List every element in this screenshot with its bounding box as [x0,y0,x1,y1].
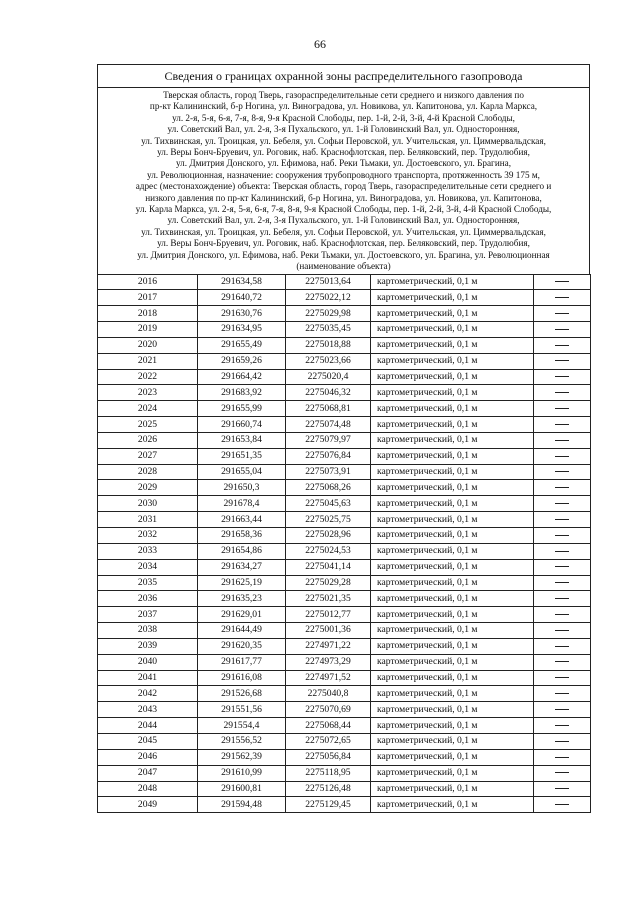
empty-value-cell [534,369,591,385]
point-number-cell: 2047 [98,765,198,781]
empty-value-cell [534,654,591,670]
y-coordinate-cell: 2275029,98 [286,306,371,322]
method-cell: картометрический, 0,1 м [371,543,534,559]
x-coordinate-cell: 291594,48 [198,797,286,813]
empty-value-cell [534,337,591,353]
dash-mark [555,503,569,504]
method-cell: картометрический, 0,1 м [371,749,534,765]
table-row [98,480,591,496]
table-row [98,638,591,654]
dash-mark [555,281,569,282]
x-coordinate-cell: 291651,35 [198,448,286,464]
description-line: ул. Дмитрия Донского, ул. Ефимова, наб. Реки Тьмаки, ул. Достоевского, ул. Брагина, ул. Революционная [137,249,550,260]
method-cell: картометрический, 0,1 м [371,797,534,813]
y-coordinate-cell: 2274971,52 [286,670,371,686]
dash-mark [555,709,569,710]
y-coordinate-cell: 2275025,75 [286,512,371,528]
table-row [98,686,591,702]
point-number-cell: 2026 [98,432,198,448]
table-row [98,512,591,528]
empty-value-cell [534,607,591,623]
dash-mark [555,582,569,583]
x-coordinate-cell: 291629,01 [198,607,286,623]
method-cell: картометрический, 0,1 м [371,290,534,306]
x-coordinate-cell: 291562,39 [198,749,286,765]
method-cell: картометрический, 0,1 м [371,718,534,734]
empty-value-cell [534,733,591,749]
empty-value-cell [534,559,591,575]
point-number-cell: 2040 [98,654,198,670]
x-coordinate-cell: 291556,52 [198,733,286,749]
description-line: пр-кт Калининский, б-р Ногина, ул. Виноградова, ул. Новикова, ул. Капитонова, ул. Карла Маркса, [149,101,538,112]
method-cell: картометрический, 0,1 м [371,369,534,385]
dash-mark [555,313,569,314]
method-cell: картометрический, 0,1 м [371,765,534,781]
method-cell: картометрический, 0,1 м [371,480,534,496]
table-row [98,464,591,480]
y-coordinate-cell: 2275070,69 [286,702,371,718]
dash-mark [555,535,569,536]
point-number-cell: 2028 [98,464,198,480]
dash-mark [555,741,569,742]
table-row [98,496,591,512]
dash-mark [555,345,569,346]
x-coordinate-cell: 291634,27 [198,559,286,575]
x-coordinate-cell: 291635,23 [198,591,286,607]
method-cell: картометрический, 0,1 м [371,575,534,591]
empty-value-cell [534,718,591,734]
method-cell: картометрический, 0,1 м [371,638,534,654]
y-coordinate-cell: 2275076,84 [286,448,371,464]
dash-mark [555,471,569,472]
table-row [98,274,591,290]
table-row [98,575,591,591]
method-cell: картометрический, 0,1 м [371,417,534,433]
dash-mark [555,725,569,726]
x-coordinate-cell: 291526,68 [198,686,286,702]
table-row [98,718,591,734]
point-number-cell: 2041 [98,670,198,686]
method-cell: картометрический, 0,1 м [371,448,534,464]
point-number-cell: 2022 [98,369,198,385]
dash-mark [555,519,569,520]
method-cell: картометрический, 0,1 м [371,432,534,448]
method-cell: картометрический, 0,1 м [371,686,534,702]
table-row [98,543,591,559]
y-coordinate-cell: 2275073,91 [286,464,371,480]
dash-mark [555,376,569,377]
method-cell: картометрический, 0,1 м [371,401,534,417]
point-number-cell: 2031 [98,512,198,528]
dash-mark [555,297,569,298]
method-cell: картометрический, 0,1 м [371,607,534,623]
point-number-cell: 2035 [98,575,198,591]
empty-value-cell [534,797,591,813]
point-number-cell: 2023 [98,385,198,401]
empty-value-cell [534,765,591,781]
x-coordinate-cell: 291658,36 [198,528,286,544]
x-coordinate-cell: 291655,99 [198,401,286,417]
method-cell: картометрический, 0,1 м [371,385,534,401]
y-coordinate-cell: 2275012,77 [286,607,371,623]
description-line: ул. 2-я, 5-я, 6-я, 7-я, 8-я, 9-я Красной Слободы, пер. 1-й, 2-й, 3-й, 4-й Красной Слободы, [172,112,515,123]
dash-mark [555,677,569,678]
table-row [98,417,591,433]
y-coordinate-cell: 2274973,29 [286,654,371,670]
empty-value-cell [534,528,591,544]
document-sheet [97,64,590,813]
dash-mark [555,551,569,552]
y-coordinate-cell: 2275074,48 [286,417,371,433]
table-row [98,290,591,306]
y-coordinate-cell: 2275126,48 [286,781,371,797]
empty-value-cell [534,623,591,639]
x-coordinate-cell: 291664,42 [198,369,286,385]
x-coordinate-cell: 291683,92 [198,385,286,401]
x-coordinate-cell: 291659,26 [198,353,286,369]
y-coordinate-cell: 2275046,32 [286,385,371,401]
method-cell: картометрический, 0,1 м [371,559,534,575]
method-cell: картометрический, 0,1 м [371,464,534,480]
empty-value-cell [534,417,591,433]
x-coordinate-cell: 291655,04 [198,464,286,480]
empty-value-cell [534,432,591,448]
table-row [98,369,591,385]
point-number-cell: 2020 [98,337,198,353]
table-row [98,765,591,781]
x-coordinate-cell: 291600,81 [198,781,286,797]
method-cell: картометрический, 0,1 м [371,591,534,607]
method-cell: картометрический, 0,1 м [371,654,534,670]
method-cell: картометрический, 0,1 м [371,322,534,338]
dash-mark [555,630,569,631]
y-coordinate-cell: 2275041,14 [286,559,371,575]
description-line: ул. Тихвинская, ул. Троицкая, ул. Бебеля, ул. Софьи Перовской, ул. Учительская, ул. Циммервальдская, [141,226,546,237]
y-coordinate-cell: 2275040,8 [286,686,371,702]
x-coordinate-cell: 291620,35 [198,638,286,654]
dash-mark [555,646,569,647]
point-number-cell: 2048 [98,781,198,797]
x-coordinate-cell: 291644,49 [198,623,286,639]
object-description [97,87,590,274]
x-coordinate-cell: 291625,19 [198,575,286,591]
empty-value-cell [534,322,591,338]
empty-value-cell [534,448,591,464]
x-coordinate-cell: 291634,58 [198,274,286,290]
method-cell: картометрический, 0,1 м [371,512,534,528]
method-cell: картометрический, 0,1 м [371,496,534,512]
method-cell: картометрический, 0,1 м [371,623,534,639]
point-number-cell: 2029 [98,480,198,496]
empty-value-cell [534,385,591,401]
method-cell: картометрический, 0,1 м [371,733,534,749]
dash-mark [555,693,569,694]
description-line: ул. Советский Вал, ул. 2-я, 3-я Пухальского, ул. 1-й Головинский Вал, ул. Односторонняя, [167,215,520,226]
description-line: ул. Веры Бонч-Бруевич, ул. Роговик, наб. Краснофлотская, пер. Беляковский, пер. Трудолюбия, [157,238,530,249]
dash-mark [555,598,569,599]
y-coordinate-cell: 2275001,36 [286,623,371,639]
x-coordinate-cell: 291610,99 [198,765,286,781]
y-coordinate-cell: 2275029,28 [286,575,371,591]
dash-mark [555,360,569,361]
method-cell: картометрический, 0,1 м [371,781,534,797]
point-number-cell: 2030 [98,496,198,512]
table-row [98,432,591,448]
dash-mark [555,392,569,393]
x-coordinate-cell: 291616,08 [198,670,286,686]
table-row [98,781,591,797]
table-row [98,623,591,639]
y-coordinate-cell: 2275020,4 [286,369,371,385]
dash-mark [555,661,569,662]
x-coordinate-cell: 291617,77 [198,654,286,670]
y-coordinate-cell: 2275022,12 [286,290,371,306]
point-number-cell: 2033 [98,543,198,559]
empty-value-cell [534,591,591,607]
empty-value-cell [534,781,591,797]
description-line: ул. Тихвинская, ул. Троицкая, ул. Бебеля, ул. Софьи Перовской, ул. Учительская, ул. Циммервальдская, [141,135,546,146]
table-row [98,353,591,369]
table-row [98,337,591,353]
table-row [98,306,591,322]
point-number-cell: 2044 [98,718,198,734]
table-row [98,654,591,670]
empty-value-cell [534,353,591,369]
point-number-cell: 2027 [98,448,198,464]
empty-value-cell [534,480,591,496]
point-number-cell: 2038 [98,623,198,639]
point-number-cell: 2042 [98,686,198,702]
empty-value-cell [534,575,591,591]
empty-value-cell [534,686,591,702]
x-coordinate-cell: 291660,74 [198,417,286,433]
dash-mark [555,487,569,488]
method-cell: картометрический, 0,1 м [371,306,534,322]
empty-value-cell [534,638,591,654]
document-title: Сведения о границах охранной зоны распределительного газопровода [97,64,590,87]
y-coordinate-cell: 2275129,45 [286,797,371,813]
dash-mark [555,804,569,805]
description-line: Тверская область, город Тверь, газораспределительные сети среднего и низкого давления по [163,90,524,100]
description-line: ул. Карла Маркса, ул. 2-я, 5-я, 6-я, 7-я, 8-я, 9-я Красной Слободы, пер. 1-й, 2-й, 3-й, 4-й Красной Слободы, [135,204,552,215]
table-row [98,448,591,464]
x-coordinate-cell: 291554,4 [198,718,286,734]
table-row [98,749,591,765]
point-number-cell: 2037 [98,607,198,623]
dash-mark [555,788,569,789]
dash-mark [555,424,569,425]
table-row [98,702,591,718]
empty-value-cell [534,670,591,686]
x-coordinate-cell: 291634,95 [198,322,286,338]
empty-value-cell [534,702,591,718]
table-row [98,385,591,401]
y-coordinate-cell: 2275072,65 [286,733,371,749]
table-row [98,401,591,417]
point-number-cell: 2017 [98,290,198,306]
empty-value-cell [534,512,591,528]
x-coordinate-cell: 291663,44 [198,512,286,528]
coordinates-table [97,274,591,814]
x-coordinate-cell: 291654,86 [198,543,286,559]
empty-value-cell [534,496,591,512]
point-number-cell: 2024 [98,401,198,417]
x-coordinate-cell: 291630,76 [198,306,286,322]
empty-value-cell [534,274,591,290]
point-number-cell: 2021 [98,353,198,369]
table-row [98,607,591,623]
point-number-cell: 2032 [98,528,198,544]
dash-mark [555,456,569,457]
y-coordinate-cell: 2275023,66 [286,353,371,369]
point-number-cell: 2036 [98,591,198,607]
y-coordinate-cell: 2275068,44 [286,718,371,734]
y-coordinate-cell: 2275028,96 [286,528,371,544]
empty-value-cell [534,543,591,559]
y-coordinate-cell: 2275013,64 [286,274,371,290]
x-coordinate-cell: 291640,72 [198,290,286,306]
description-line: ул. Веры Бонч-Бруевич, ул. Роговик, наб. Краснофлотская, пер. Беляковский, пер. Трудолюбия, [157,147,530,158]
method-cell: картометрический, 0,1 м [371,670,534,686]
point-number-cell: 2043 [98,702,198,718]
point-number-cell: 2016 [98,274,198,290]
table-row [98,528,591,544]
y-coordinate-cell: 2275018,88 [286,337,371,353]
y-coordinate-cell: 2275021,35 [286,591,371,607]
dash-mark [555,440,569,441]
method-cell: картометрический, 0,1 м [371,353,534,369]
point-number-cell: 2049 [98,797,198,813]
description-line: ул. Дмитрия Донского, ул. Ефимова, наб. Реки Тьмаки, ул. Достоевского, ул. Брагина, [175,158,512,169]
point-number-cell: 2045 [98,733,198,749]
table-row [98,670,591,686]
description-line: низкого давления по пр-кт Калининский, б-р Ногина, ул. Виноградова, ул. Новикова, ул. Капитонова, [145,192,542,203]
table-row [98,797,591,813]
method-cell: картометрический, 0,1 м [371,274,534,290]
x-coordinate-cell: 291655,49 [198,337,286,353]
description-line: ул. Советский Вал, ул. 2-я, 3-я Пухальского, ул. 1-й Головинский Вал, ул. Односторонняя, [167,124,520,135]
y-coordinate-cell: 2274971,22 [286,638,371,654]
empty-value-cell [534,306,591,322]
y-coordinate-cell: 2275118,95 [286,765,371,781]
y-coordinate-cell: 2275045,63 [286,496,371,512]
x-coordinate-cell: 291678,4 [198,496,286,512]
y-coordinate-cell: 2275068,81 [286,401,371,417]
page-number: 66 [314,37,326,51]
dash-mark [555,757,569,758]
x-coordinate-cell: 291653,84 [198,432,286,448]
y-coordinate-cell: 2275035,45 [286,322,371,338]
description-line: адрес (местонахождение) объекта: Тверская область, город Тверь, газораспределительные сети среднего и [135,181,552,192]
dash-mark [555,614,569,615]
empty-value-cell [534,290,591,306]
x-coordinate-cell: 291551,56 [198,702,286,718]
point-number-cell: 2025 [98,417,198,433]
y-coordinate-cell: 2275024,53 [286,543,371,559]
point-number-cell: 2018 [98,306,198,322]
dash-mark [555,408,569,409]
table-row [98,322,591,338]
table-row [98,591,591,607]
description-line: (наименование объекта) [296,261,391,272]
point-number-cell: 2019 [98,322,198,338]
dash-mark [555,566,569,567]
point-number-cell: 2034 [98,559,198,575]
empty-value-cell [534,464,591,480]
point-number-cell: 2046 [98,749,198,765]
empty-value-cell [534,401,591,417]
point-number-cell: 2039 [98,638,198,654]
y-coordinate-cell: 2275068,26 [286,480,371,496]
empty-value-cell [534,749,591,765]
y-coordinate-cell: 2275056,84 [286,749,371,765]
x-coordinate-cell: 291650,3 [198,480,286,496]
method-cell: картометрический, 0,1 м [371,528,534,544]
dash-mark [555,772,569,773]
y-coordinate-cell: 2275079,97 [286,432,371,448]
method-cell: картометрический, 0,1 м [371,702,534,718]
table-row [98,559,591,575]
table-row [98,733,591,749]
dash-mark [555,329,569,330]
method-cell: картометрический, 0,1 м [371,337,534,353]
description-line: ул. Революционная, назначение: сооружения трубопроводного транспорта, протяженность 39 175 м, [147,169,540,180]
